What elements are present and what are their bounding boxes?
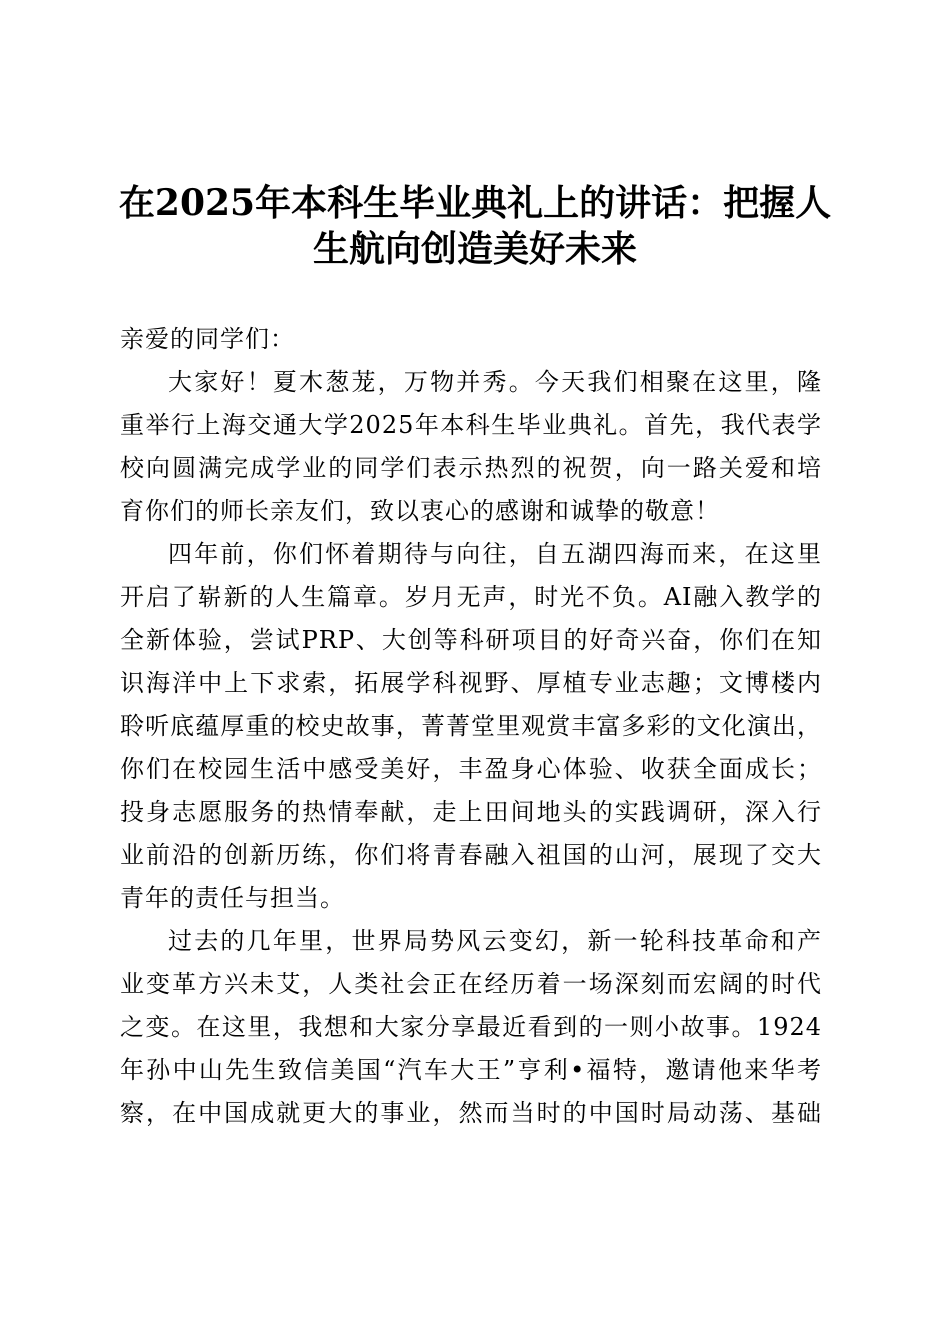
paragraph-2	[120, 533, 822, 920]
text-line: 过去的几年里，世界局势风云变幻，新一轮科技革命和产	[168, 927, 822, 955]
paragraph-3	[120, 920, 822, 1135]
text-line: 识海洋中上下求索，拓展学科视野、厚植专业志趣；文博楼内	[120, 669, 822, 697]
text-line: 校向圆满完成学业的同学们表示热烈的祝贺，向一路关爱和培	[120, 454, 822, 482]
text-line: 四年前，你们怀着期待与向往，自五湖四海而来，在这里	[168, 540, 822, 568]
text-line: 业变革方兴未艾，人类社会正在经历着一场深刻而宏阔的时代	[120, 970, 822, 998]
document-body	[120, 318, 822, 1135]
text-line: 你们在校园生活中感受美好，丰盈身心体验、收获全面成长；	[120, 755, 822, 783]
text-line: 业前沿的创新历练，你们将青春融入祖国的山河，展现了交大	[120, 841, 822, 869]
salutation	[120, 318, 822, 361]
text-line: 大家好！夏木葱茏，万物并秀。今天我们相聚在这里，隆	[168, 368, 822, 396]
text-line: 亲爱的同学们：	[120, 325, 295, 353]
text-line: 聆听底蕴厚重的校史故事，菁菁堂里观赏丰富多彩的文化演出，	[120, 712, 822, 740]
document-title	[110, 180, 840, 272]
text-line: 全新体验，尝试PRP、大创等科研项目的好奇兴奋，你们在知	[120, 626, 822, 654]
title-line: 生航向创造美好未来	[312, 228, 637, 270]
text-line: 重举行上海交通大学2025年本科生毕业典礼。首先，我代表学	[120, 411, 822, 439]
text-line: 察，在中国成就更大的事业，然而当时的中国时局动荡、基础	[120, 1099, 822, 1127]
text-line: 之变。在这里，我想和大家分享最近看到的一则小故事。1924	[120, 1013, 822, 1041]
text-line: 开启了崭新的人生篇章。岁月无声，时光不负。AI融入教学的	[120, 583, 822, 611]
text-line: 投身志愿服务的热情奉献，走上田间地头的实践调研，深入行	[120, 798, 822, 826]
text-line: 年孙中山先生致信美国“汽车大王”亨利•福特，邀请他来华考	[120, 1056, 822, 1084]
paragraph-1	[120, 361, 822, 533]
text-line: 育你们的师长亲友们，致以衷心的感谢和诚挚的敬意！	[120, 497, 720, 525]
title-line: 在2025年本科生毕业典礼上的讲话：把握人	[118, 182, 832, 224]
text-line: 青年的责任与担当。	[120, 884, 345, 912]
